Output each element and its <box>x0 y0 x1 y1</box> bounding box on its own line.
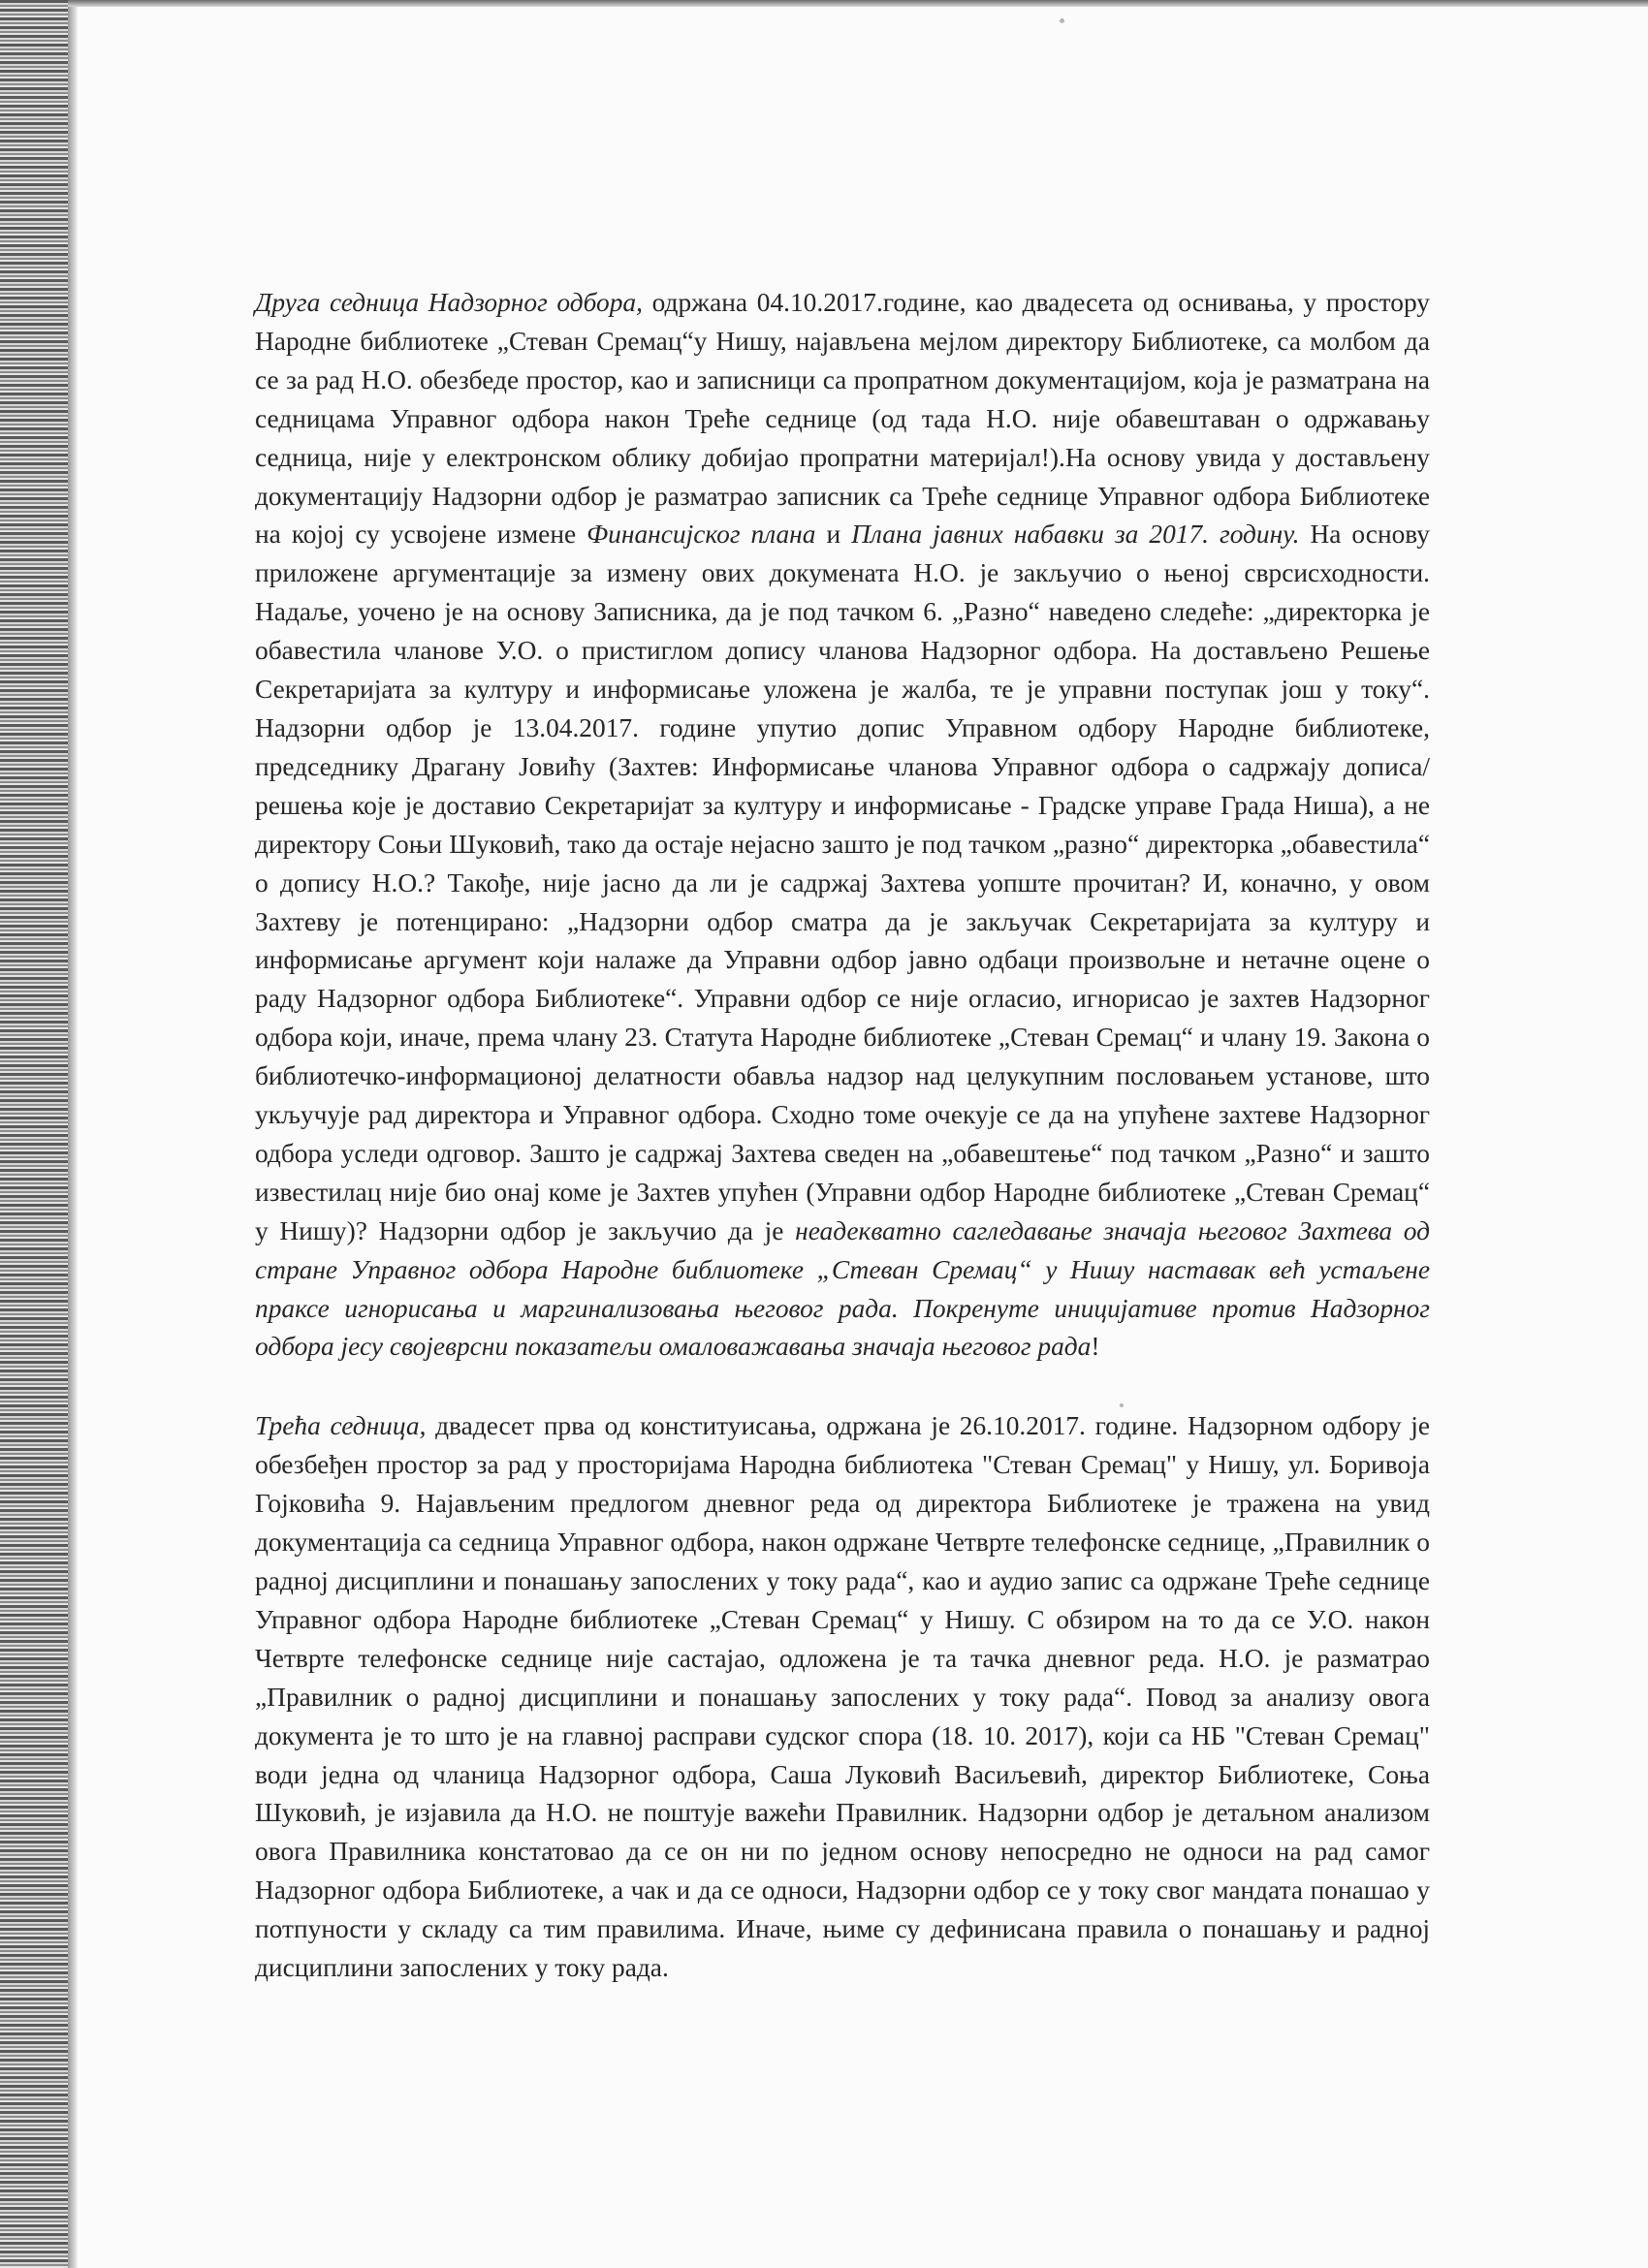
paragraph-text: одржана 04.10.2017.године, као двадесета од оснивања, у простору Народне библиотеке „Стеван Сремац“у Нишу, најављена мејлом директору Библиотеке, са молбом да се за рад Н.О. обезбеде простор, као и записници са пропратном документацијом, која је разматрана на седницама Управног одбора након Треће седнице (од тада Н.О. није обавештаван о одржавању седница, није у електронском облику добијао пропратни материјал!).На основу увида у достављену документацију Надзорни одбор је разматрао записник са Треће седнице Управног одбора Библиотеке на којој су усвојене измене <box>255 288 1430 550</box>
financial-plan-title: Финансијског плана <box>586 520 816 550</box>
procurement-plan-title: Плана јавних набавки за 2017. годину. <box>851 520 1300 550</box>
document-body <box>255 284 1430 1988</box>
scan-border-top <box>68 0 1648 7</box>
scan-dust-speck <box>1060 18 1064 23</box>
scan-border-left <box>0 0 68 2268</box>
paragraph-text: На основу приложене аргументације за измену ових докумената Н.О. је закључио о њеној сврсисходности. Надаље, уочено је на основу Записника, да је под тачком 6. „Разно“ наведено следеће: „директорка је обавестила чланове У.О. о пристиглом допису чланова Надзорног одбора. На достављено Решење Секретаријата за културу и информисање уложена је жалба, те је управни поступак још у току“. Надзорни одбор је 13.04.2017. године упутио допис Управном одбору Народне библиотеке, председнику Драгану Јовићу (Захтев: Информисање чланова Управног одбора о садржају дописа/решења које је доставио Секретаријат за културу и информисање - Градске управе Града Ниша), а не директору Соњи Шуковић, тако да остаје нејасно зашто је под тачком „разно“ директорка „обавестила“ о допису Н.О.? Такође, није јасно да ли је садржај Захтева уопште прочитан? И, коначно, у овом Захтеву је потенцирано: „Надзорни одбор сматра да је закључак Секретаријата за културу и информисање аргумент који налаже да Управни одбор јавно одбаци произвољне и нетачне оцене о раду Надзорног одбора Библиотеке“. Управни одбор се није огласио, игнорисао је захтев Надзорног одбора који, иначе, према члану 23. Статута Народне библиотеке „Стеван Сремац“ и члану 19. Закона о библиотечко-информационој делатности обавља надзор над целукупним пословањем установе, што укључује рад директора и Управног одбора. Сходно томе очекује се да на упућене захтеве Надзорног одбора уследи одговор. Зашто је садржај Захтева сведен на „обавештење“ под тачком „Разно“ и зашто известилац није био онај коме је Захтев упућен (Управни одбор Народне библиотеке „Стеван Сремац“ у Нишу)? Надзорни одбор је закључио да је <box>255 520 1430 1245</box>
paragraph-text: двадесет прва од конституисања, одржана је 26.10.2017. године. Надзорном одбору је обезбеђен простор за рад у просторијама Народна библиотека "Стеван Сремац" у Нишу, ул. Боривоја Гојковића 9. Најављеним предлогом дневног реда од директора Библиотеке је тражена на увид документација са седница Управног одбора, након одржане Четврте телефонске седнице, „Правилник о радној дисциплини и понашању запослених у току рада“, као и аудио запис са одржане Треће седнице Управног одбора Народне библиотеке „Стеван Сремац“ у Нишу. С обзиром на то да се У.О. након Четврте телефонске седнице није састајао, одложена је та тачка дневног реда. Н.О. је разматрао „Правилник о радној дисциплини и понашању запослених у току рада“. Повод за анализу овога документа је то што је на главној расправи судског спора (18. 10. 2017), који са НБ "Стеван Сремац" води једна од чланица Надзорног одбора, Саша Луковић Васиљевић, директор Библиотеке, Соња Шуковић, је изјавила да Н.О. не поштује важећи Правилник. Надзорни одбор је детаљном анализом овога Правилника констатовао да се он ни по једном основу непосредно не односи на рад самог Надзорног одбора Библиотеке, а чак и да се односи, Надзорни одбор се у току свог мандата понашао у потпуности у складу са тим правилима. Иначе, њиме су дефинисана правила о понашању и радној дисциплини запослених у току рада. <box>255 1411 1430 1983</box>
session-heading-third: Трећа седница, <box>255 1411 427 1441</box>
session-heading-second: Друга седница Надзорног одбора, <box>255 288 643 317</box>
paragraph-text: ! <box>1091 1332 1100 1362</box>
paragraph-second-session <box>255 284 1430 1367</box>
paragraph-third-session <box>255 1407 1430 1988</box>
scan-border-shadow <box>68 0 78 2268</box>
paragraph-text: и <box>815 520 852 550</box>
conclusion-emphasis: неадекватно сагледавање значаја његовог Захтева од стране Управног одбора Народне библиотеке „Стеван Сремац“ у Нишу наставак већ устаљене праксе игнорисања и маргинализовања његовог рада. Покренуте иницијативе против Надзорног одбора јесу својеврсни показатељи омаловажавања значаја његовог рада <box>255 1215 1430 1362</box>
